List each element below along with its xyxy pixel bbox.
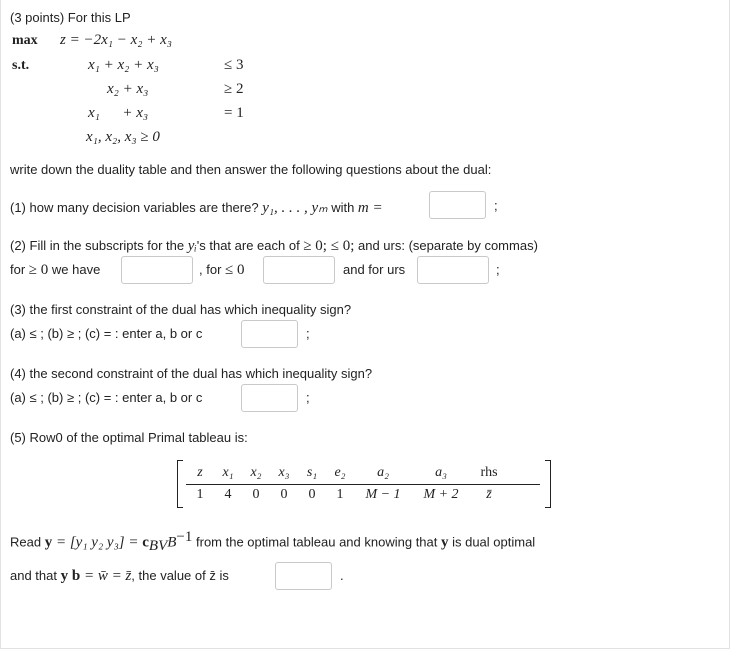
tableau-header: a₃ bbox=[435, 465, 447, 480]
tableau-header-row bbox=[186, 462, 508, 484]
max-keyword: max bbox=[12, 33, 38, 48]
q4-end: ; bbox=[306, 390, 310, 405]
instructions: write down the duality table and then answer the following questions about the dual: bbox=[10, 162, 492, 177]
q4-options: (a) ≤ ; (b) ≥ ; (c) = : enter a, b or c bbox=[10, 390, 203, 405]
constraint-2-lhs: x₂ + x₃ bbox=[107, 81, 149, 97]
q1-end: ; bbox=[494, 198, 498, 213]
tableau bbox=[186, 462, 508, 506]
final-statement: and that y b = w̄ = z̄, the value of z̄ is bbox=[10, 568, 229, 584]
q3-title: (3) the first constraint of the dual has which inequality sign? bbox=[10, 302, 352, 317]
constraint-1-rhs: ≤ 3 bbox=[224, 57, 244, 73]
q1-answer-input[interactable] bbox=[429, 191, 486, 219]
tableau-row0 bbox=[186, 484, 508, 506]
tableau-header: z bbox=[197, 465, 203, 480]
objective-function: z = −2x₁ − x₂ + x₃ bbox=[60, 32, 172, 48]
q2-le-label: , for ≤ 0 bbox=[199, 262, 245, 278]
q2-urs-label: and for urs bbox=[343, 262, 406, 277]
constraint-3-rhs: = 1 bbox=[224, 105, 244, 121]
tableau-cell: 1 bbox=[196, 487, 204, 502]
q2-le-input[interactable] bbox=[263, 256, 335, 284]
nonnegativity: x₁, x₂, x₃ ≥ 0 bbox=[86, 129, 160, 145]
tableau-cell: 0 bbox=[280, 487, 288, 502]
final-end: . bbox=[340, 568, 344, 583]
tableau-cell: z̄ bbox=[486, 487, 492, 502]
q3-answer-input[interactable] bbox=[241, 320, 298, 348]
tableau-left-bracket bbox=[177, 460, 183, 508]
q4-title: (4) the second constraint of the dual has which inequality sign? bbox=[10, 366, 373, 381]
q2-ge-label: for ≥ 0 we have bbox=[10, 262, 101, 278]
q2-text: (2) Fill in the subscripts for the yᵢ's that are each of ≥ 0; ≤ 0; and urs: (separate by commas) bbox=[10, 238, 538, 254]
tableau-cell: 0 bbox=[252, 487, 260, 502]
constraint-2-rhs: ≥ 2 bbox=[224, 81, 244, 97]
read-statement: Read y = [y₁ y₂ $y_3] = c_{BV}B^{-1}$ from the optimal tableau and knowing that y is dual optimal bbox=[10, 529, 536, 554]
tableau-cell: 1 bbox=[336, 487, 344, 502]
tableau-header: e₂ bbox=[334, 465, 346, 480]
q2-urs-input[interactable] bbox=[417, 256, 489, 284]
tableau-cell: M + 2 bbox=[423, 487, 459, 502]
tableau-header: a₂ bbox=[377, 465, 389, 480]
q2-ge-input[interactable] bbox=[121, 256, 193, 284]
tableau-cell: M − 1 bbox=[365, 487, 401, 502]
q2-end: ; bbox=[496, 262, 500, 277]
tableau-header: s₁ bbox=[306, 465, 318, 480]
constraint-1-lhs: x₁ + x₂ + x₃ bbox=[88, 57, 159, 73]
tableau-header: x₃ bbox=[278, 465, 290, 480]
tableau-header: x₁ bbox=[222, 465, 234, 480]
st-keyword: s.t. bbox=[12, 58, 30, 73]
q5-title: (5) Row0 of the optimal Primal tableau is: bbox=[10, 430, 248, 445]
tableau-header: rhs bbox=[480, 465, 498, 480]
z-value-input[interactable] bbox=[275, 562, 332, 590]
tableau-cell: 0 bbox=[308, 487, 316, 502]
q4-answer-input[interactable] bbox=[241, 384, 298, 412]
q3-end: ; bbox=[306, 326, 310, 341]
tableau-cell: 4 bbox=[224, 487, 232, 502]
tableau-right-bracket bbox=[545, 460, 551, 508]
constraint-3-lhs: x₁ + x₃ bbox=[88, 105, 149, 121]
tableau-header: x₂ bbox=[250, 465, 262, 480]
question-points: (3 points) For this LP bbox=[10, 10, 131, 25]
q1-text: (1) how many decision variables are there? y₁, . . . , yₘ with m = bbox=[10, 200, 383, 216]
q3-options: (a) ≤ ; (b) ≥ ; (c) = : enter a, b or c bbox=[10, 326, 203, 341]
